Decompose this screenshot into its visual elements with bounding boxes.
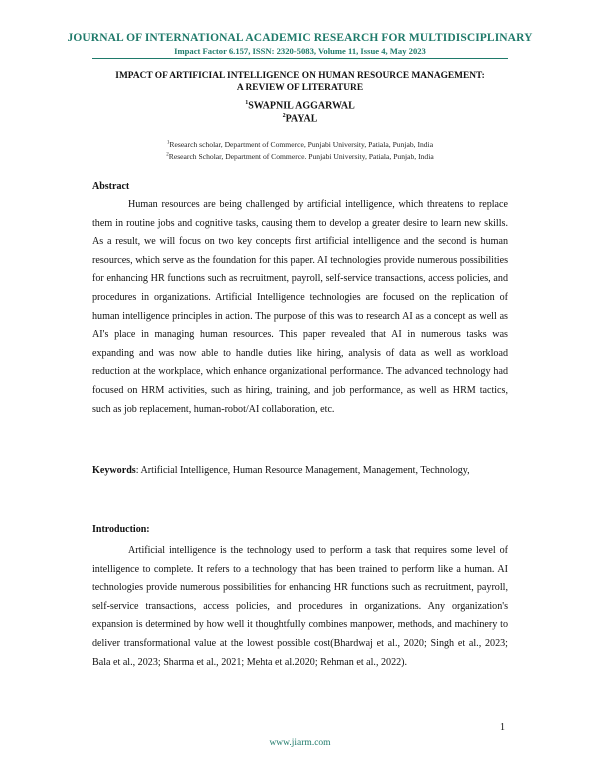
page-number: 1: [500, 722, 505, 733]
affiliation-1: [0, 140, 600, 149]
keywords-label: Keywords: [92, 465, 136, 476]
affiliation-2: [0, 152, 600, 161]
keywords-text: : Artificial Intelligence, Human Resource Management, Management, Technology,: [135, 465, 470, 476]
author-2: [0, 113, 600, 124]
paper-title: [0, 70, 600, 94]
abstract-body: [92, 196, 508, 419]
affiliation-2-text: Research Scholar, Department of Commerce. Punjabi University, Patiala, Punjab, India: [168, 152, 434, 161]
affiliation-1-sup: 1: [166, 140, 170, 146]
abstract-heading: Abstract: [92, 181, 130, 192]
journal-meta: Impact Factor 6.157, ISSN: 2320-5083, Volume 11, Issue 4, May 2023: [174, 46, 426, 56]
author-1-sup: 1: [245, 100, 249, 106]
author-1: [0, 100, 600, 111]
affiliation-2-sup: 2: [166, 152, 169, 158]
footer-url[interactable]: www.jiarm.com: [269, 738, 331, 748]
paper-title-line-1: IMPACT OF ARTIFICIAL INTELLIGENCE ON HUMAN RESOURCE MANAGEMENT:: [115, 71, 485, 81]
author-2-name: PAYAL: [285, 113, 318, 125]
abstract-text: Human resources are being challenged by artificial intelligence, which threatens to replace them in routine jobs and cognitive tasks, causing them to develop a greater desire to learn new skills. As a result, we will focus on two key concepts first artificial intelligence and the second is human resources, which serve as the foundation for this paper. AI technologies provide numerous possibilities for enhancing HR functions such as recruitment, payroll, self-service transactions, access policies, and procedures in organizations. Artificial Intelligence technologies are focused on the replication of human intelligence principles in action. The purpose of this was to research AI as a concept as well as AI's place in managing human resources. This paper revealed that AI in numerous tasks was expanding and was now able to handle duties like hiring, analysis of data as well as workload reduction at the workplace, which enhance organizational performance. The advanced technology had focused on HRM activities, such as hiring, training, and job performance, as well as HRM tactics, such as job replacement, human-robot/AI collaboration, etc.: [92, 199, 508, 415]
header-divider: [92, 58, 508, 59]
author-1-name: SWAPNIL AGGARWAL: [248, 100, 355, 112]
introduction-body: [92, 542, 508, 672]
author-2-sup: 2: [282, 113, 286, 119]
keywords-line: [92, 462, 508, 481]
journal-title: JOURNAL OF INTERNATIONAL ACADEMIC RESEARCH FOR MULTIDISCIPLINARY: [67, 32, 533, 44]
introduction-text: Artificial intelligence is the technology used to perform a task that requires some level of intelligence to complete. It refers to a technology that has been trained to perform like a human. AI technologies provide numerous possibilities for enhancing HR functions such as recruitment, payroll, self-service transactions, access policies, and procedures in organizations. Any organization's expansion is determined by how well it thoughtfully combines manpower, methods, and machinery to deliver transformational value at the lowest possible cost(Bhardwaj et al., 2020; Singh et al., 2023; Bala et al., 2023; Sharma et al., 2021; Mehta et al.2020; Rehman et al., 2022).: [92, 545, 508, 668]
paper-title-line-2: A REVIEW OF LITERATURE: [236, 83, 364, 93]
introduction-heading: Introduction:: [92, 524, 150, 535]
affiliation-1-text: Research scholar, Department of Commerce, Punjabi University, Patiala, Punjab, India: [169, 140, 434, 149]
